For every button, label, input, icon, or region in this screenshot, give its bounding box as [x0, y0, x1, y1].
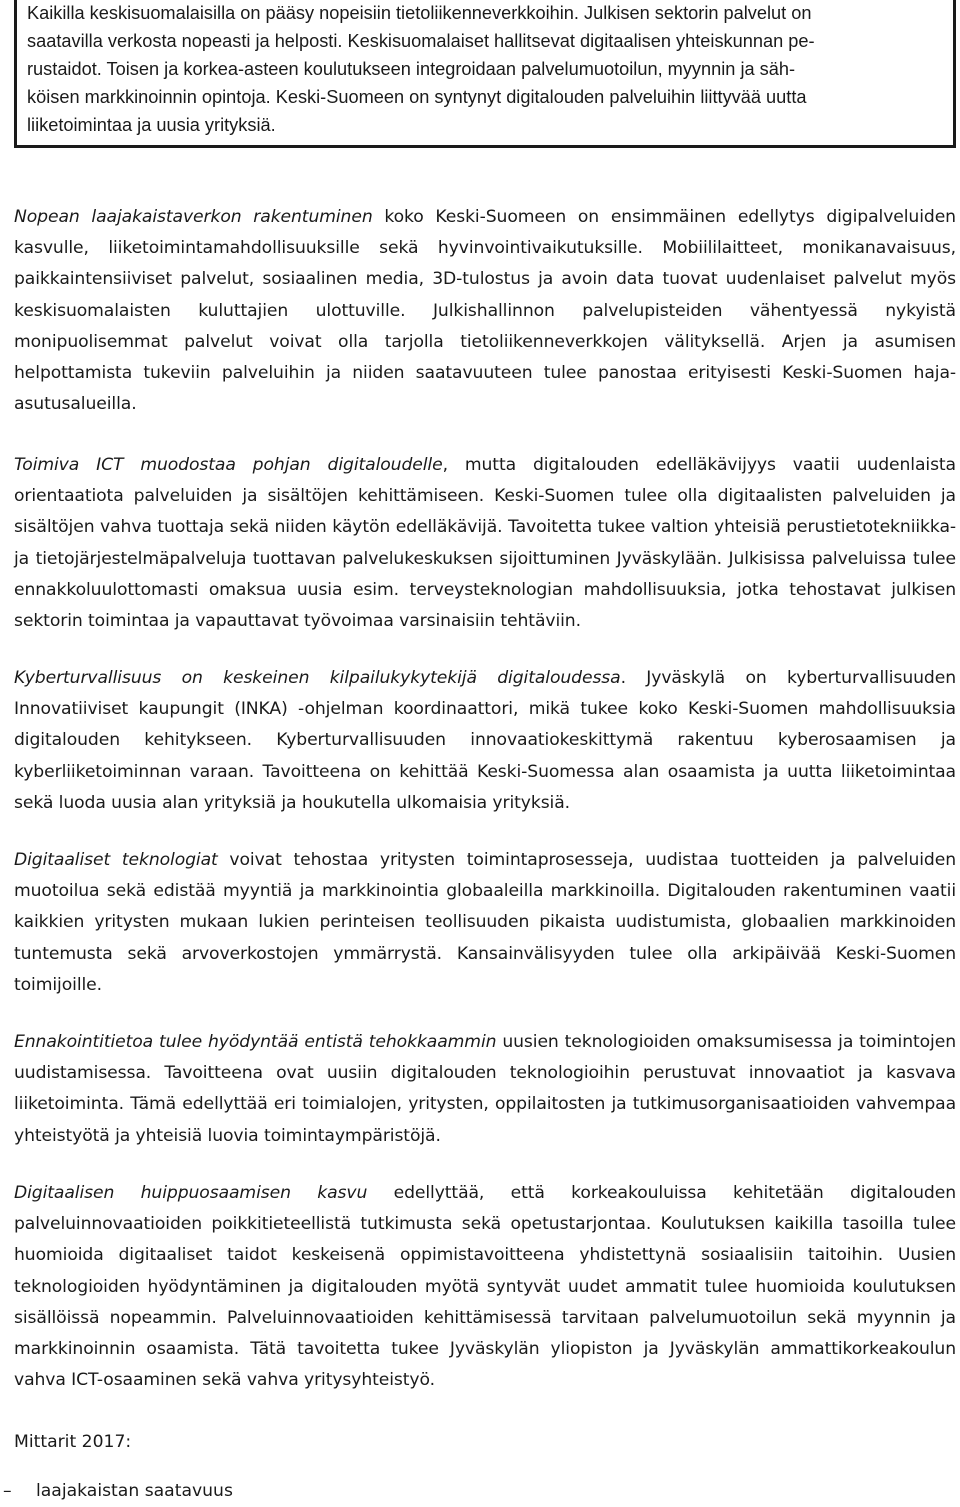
bullet-dash: –	[3, 1481, 12, 1501]
paragraph-lead: Kyberturvallisuus on keskeinen kilpailukykytekijä digitaloudessa	[14, 668, 621, 688]
paragraph-body: voivat tehostaa yritysten toimintaprosesseja, uudistaa tuotteiden ja palveluiden muotoilua sekä edistää myyntiä ja markkinointia globaaleilla markkinoilla. Digitalouden rakentuminen vaatii kaikkien yritysten mukaan lukien perinteisen teollisuuden pikaista uudistumista, globaalien markkinoiden tuntemusta sekä arvoverkostojen ymmärrystä. Kansainvälisyyden tulee olla arkipäivää Keski-Suomen toimijoille.	[14, 850, 956, 995]
paragraph-expertise	[14, 1178, 956, 1396]
summary-line: rustaidot. Toisen ja korkea-asteen koulutukseen integroidaan palvelumuotoilun, myynnin ja säh-	[27, 59, 796, 79]
paragraph-lead: Digitaalisen huippuosaamisen kasvu	[14, 1183, 368, 1203]
paragraph-body: , mutta digitalouden edelläkävijyys vaatii uudenlaista orientaatiota palveluiden ja sisältöjen kehittämiseen. Keski-Suomen tulee olla digitaalisten palveluiden ja sisältöjen vahva tuottaja sekä niiden käytön edelläkävijä. Tavoitetta tukee valtion yhteisiä perustietotekniikka- ja tietojärjestelmäpalveluja tuottavan palvelukeskuksen sijoittuminen Jyväskylään. Julkisissa palveluissa tulee ennakkoluulottomasti omaksua uusia esim. terveysteknologian mahdollisuuksia, jotka tehostavat julkisen sektorin toimintaa ja vapauttavat työvoimaa varsinaisiin tehtäviin.	[14, 455, 956, 632]
metrics-heading: Mittarit 2017:	[14, 1432, 132, 1452]
summary-text	[27, 0, 952, 139]
summary-line: Kaikilla keskisuomalaisilla on pääsy nopeisiin tietoliikenneverkkoihin. Julkisen sektorin palvelut on	[27, 3, 812, 23]
paragraph-body: edellyttää, että korkeakouluissa kehitetään digitalouden palveluinnovaatioiden poikkitieteellistä tutkimusta sekä opetustarjontaa. Koulutuksen kaikilla tasoilla tulee huomioida digitaaliset taidot keskeisenä oppimistavoitteena yhdistettynä sosiaalisiin taitoihin. Uusien teknologioiden hyödyntäminen ja digitalouden myötä syntyvät uudet ammatit tulee huomioida koulutuksen sisällöissä nopeammin. Palveluinnovaatioiden kehittämisessä tarvitaan palvelumuotoilun sekä myynnin ja markkinoinnin osaamista. Tätä tavoitetta tukee Jyväskylän yliopiston ja Jyväskylän ammattikorkeakoulun vahva ICT-osaaminen sekä vahva yritysyhteistyö.	[14, 1183, 956, 1391]
paragraph-body: uusien teknologioiden omaksumisessa ja toimintojen uudistamisessa. Tavoitteena ovat uusiin digitalouden teknologioihin perustuvat innovaatiot ja kasvava liiketoiminta. Tämä edellyttää eri toimialojen, yritysten, oppilaitosten ja tutkimusorganisaatioiden vahvempaa yhteistyötä ja yhteisiä luovia toimintaympäristöjä.	[14, 1032, 956, 1146]
metrics-item-text: laajakaistan saatavuus	[36, 1481, 233, 1501]
paragraph-body: . Jyväskylä on kyberturvallisuuden Innovatiiviset kaupungit (INKA) -ohjelman koordinaattori, mikä tukee koko Keski-Suomen mahdollisuuksia digitalouden kehitykseen. Kyberturvallisuuden innovaatiokeskittymä rakentuu kyberosaamisen ja kyberliiketoiminnan varaan. Tavoitteena on kehittää Keski-Suomessa alan osaamista ja uutta liiketoimintaa sekä luoda uusia alan yrityksiä ja houkutella ulkomaisia yrityksiä.	[14, 668, 956, 813]
summary-line: liiketoimintaa ja uusia yrityksiä.	[27, 115, 276, 135]
paragraph-lead: Nopean laajakaistaverkon rakentuminen	[14, 207, 373, 227]
paragraph-ict	[14, 450, 956, 637]
paragraph-body: koko Keski-Suomeen on ensimmäinen edellytys digipalveluiden kasvulle, liiketoimintamahdollisuuksille sekä hyvinvointivaikutuksille. Mobiililaitteet, monikanavaisuus, paikkaintensiiviset palvelut, sosiaalinen media, 3D-tulostus ja avoin data tuovat uudenlaiset palvelut myös keskisuomalaisten kuluttajien ulottuville. Julkishallinnon palvelupisteiden vähentyessä nykyistä monipuolisemmat palvelut voivat olla tarjolla tietoliikenneverkkojen välityksellä. Arjen ja asumisen helpottamista tukeviin palveluihin ja niiden saatavuuteen tulee panostaa erityisesti Keski-Suomen haja-asutusalueilla.	[14, 207, 956, 415]
summary-line: saatavilla verkosta nopeasti ja helposti. Keskisuomalaiset hallitsevat digitaalisen yhteiskunnan pe-	[27, 31, 815, 51]
paragraph-lead: Toimiva ICT muodostaa pohjan digitaloudelle	[14, 455, 443, 475]
paragraph-broadband	[14, 202, 956, 420]
paragraph-lead: Digitaaliset teknologiat	[14, 850, 218, 870]
paragraph-cybersecurity	[14, 663, 956, 819]
summary-line: köisen markkinoinnin opintoja. Keski-Suomeen on syntynyt digitalouden palveluihin liittyvää uutta	[27, 87, 807, 107]
paragraph-lead: Ennakointitietoa tulee hyödyntää entistä tehokkaammin	[14, 1032, 497, 1052]
summary-box	[14, 0, 956, 148]
paragraph-digital-technologies	[14, 845, 956, 1001]
paragraph-foresight	[14, 1027, 956, 1152]
